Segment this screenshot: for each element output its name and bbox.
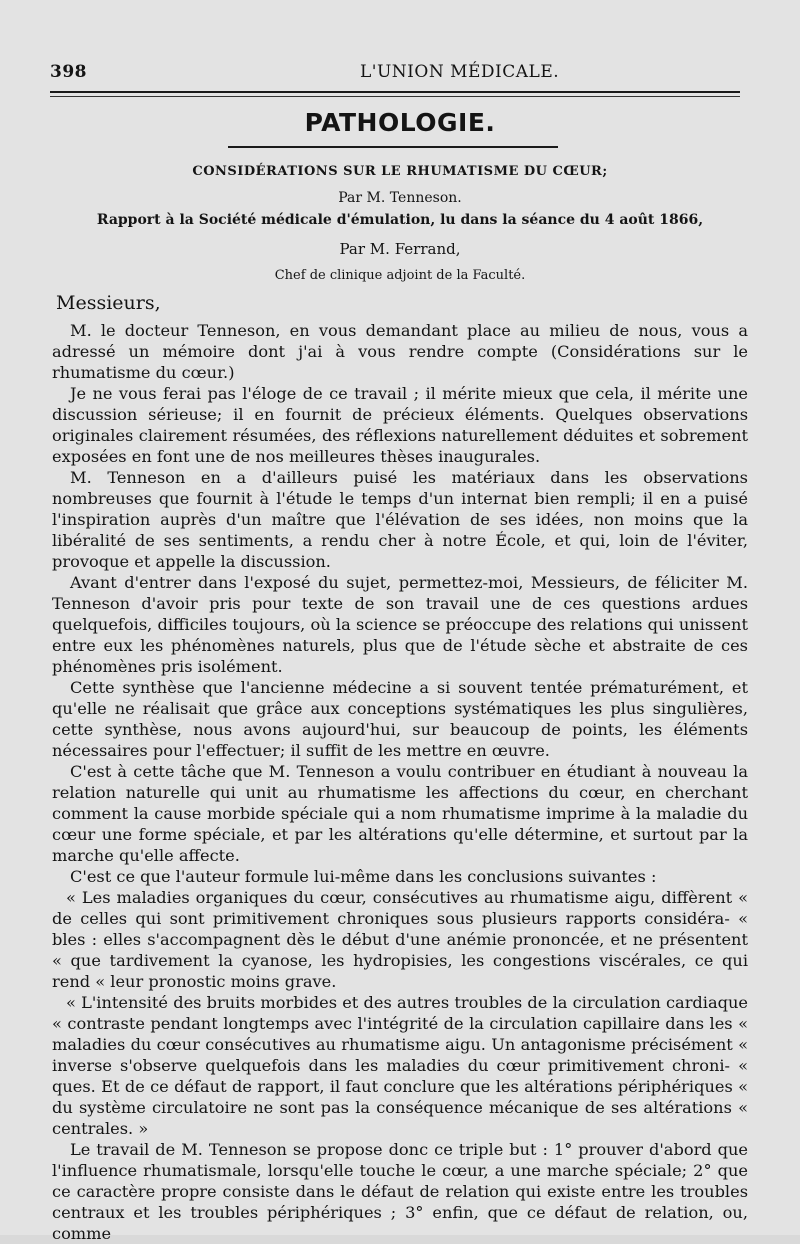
paragraph: Avant d'entrer dans l'exposé du sujet, permettez-moi, Messieurs, de féliciter M. Tenneson d'avoir pris pour texte de son travail une de ces questions ardues quelquefois, difficiles toujours, où la science se préoccupe des relations qui unissent entre eux les phénomènes naturels, plus que de l'étude sèche et abstraite de ces phénomènes pris isolément.: [52, 573, 748, 676]
reporter-line: Par M. Ferrand,: [339, 240, 461, 258]
reporter-role: Chef de clinique adjoint de la Faculté.: [274, 268, 526, 283]
header-rule-thin: [50, 96, 740, 97]
quoted-conclusion: « Les maladies organiques du cœur, consécutives au rhumatisme aigu, diffèrent « de celles qui sont primitivement chroniques sous plusieurs rapports considéra- « bles : elles s'accompagnent dès le début d'une anémie prononcée, et ne présentent « que tardivement la cyanose, les hydropisies, les congestions viscérales, ce qui rend « leur pronostic moins grave.: [52, 888, 748, 991]
quoted-conclusion: « L'intensité des bruits morbides et des autres troubles de la circulation cardiaque « contraste pendant longtemps avec l'intégrité de la circulation capillaire dans les « maladies du cœur consécutives au rhumatisme aigu. Un antagonisme précisément « inverse s'observe quelquefois dans les maladies du cœur primitivement chroni- « ques. Et de ce défaut de rapport, il faut conclure que les altérations périphériques « du système circulatoire ne sont pas la conséquence mécanique de ses altérations « centrales. »: [52, 993, 748, 1138]
paragraph: C'est ce que l'auteur formule lui-même dans les conclusions suivantes :: [70, 867, 657, 886]
paragraph: C'est à cette tâche que M. Tenneson a voulu contribuer en étudiant à nouveau la relation naturelle qui unit au rhumatisme les affections du cœur, en cherchant comment la cause morbide spéciale qui a nom rhumatisme imprime à la maladie du cœur une forme spéciale, et par les altérations qu'elle détermine, et surtout par la marche qu'elle affecte.: [52, 762, 748, 865]
author-line: Par M. Tenneson.: [338, 190, 462, 206]
article-body: [52, 320, 748, 1244]
section-title: PATHOLOGIE.: [304, 108, 496, 137]
paragraph: Cette synthèse que l'ancienne médecine a si souvent tentée prématurément, et qu'elle ne réalisait que grâce aux conceptions systématiques les plus singulières, cette synthèse, nous avons aujourd'hui, sur beaucoup de points, les éléments nécessaires pour l'effectuer; il suffit de les mettre en œuvre.: [52, 678, 748, 760]
journal-title: L'UNION MÉDICALE.: [360, 62, 560, 82]
header-rule: [50, 91, 740, 93]
running-head: [50, 62, 750, 88]
article-title: CONSIDÉRATIONS SUR LE RHUMATISME DU CŒUR;: [192, 164, 608, 179]
paragraph: M. Tenneson en a d'ailleurs puisé les matériaux dans les observations nombreuses que fournit à l'étude le temps d'un internat bien rempli; il en a puisé l'inspiration auprès d'un maître que l'élévation de ses idées, non moins que la libéralité de ses sentiments, a rendu cher à notre École, et qui, loin de l'éviter, provoque et appelle la discussion.: [52, 468, 748, 571]
page-number: 398: [50, 62, 87, 82]
paragraph: Le travail de M. Tenneson se propose donc ce triple but : 1° prouver d'abord que l'influence rhumatismale, lorsqu'elle touche le cœur, a une marche spéciale; 2° que ce caractère propre consiste dans le défaut de relation qui existe entre les troubles centraux et les troubles périphériques ; 3° enfin, que ce défaut de relation, ou, comme: [52, 1140, 748, 1243]
paragraph: M. le docteur Tenneson, en vous demandant place au milieu de nous, vous a adressé un mémoire dont j'ai à vous rendre compte (Considérations sur le rhumatisme du cœur.): [52, 321, 748, 382]
salutation: Messieurs,: [56, 292, 161, 314]
paragraph: Je ne vous ferai pas l'éloge de ce travail ; il mérite mieux que cela, il mérite une discussion sérieuse; il en fournit de précieux éléments. Quelques observations originales clairement résumées, des réflexions naturellement déduites et sobrement exposées en font une de nos meilleures thèses inaugurales.: [52, 384, 748, 466]
report-line: Rapport à la Société médicale d'émulation, lu dans la séance du 4 août 1866,: [96, 212, 704, 228]
title-underline: [228, 146, 558, 148]
